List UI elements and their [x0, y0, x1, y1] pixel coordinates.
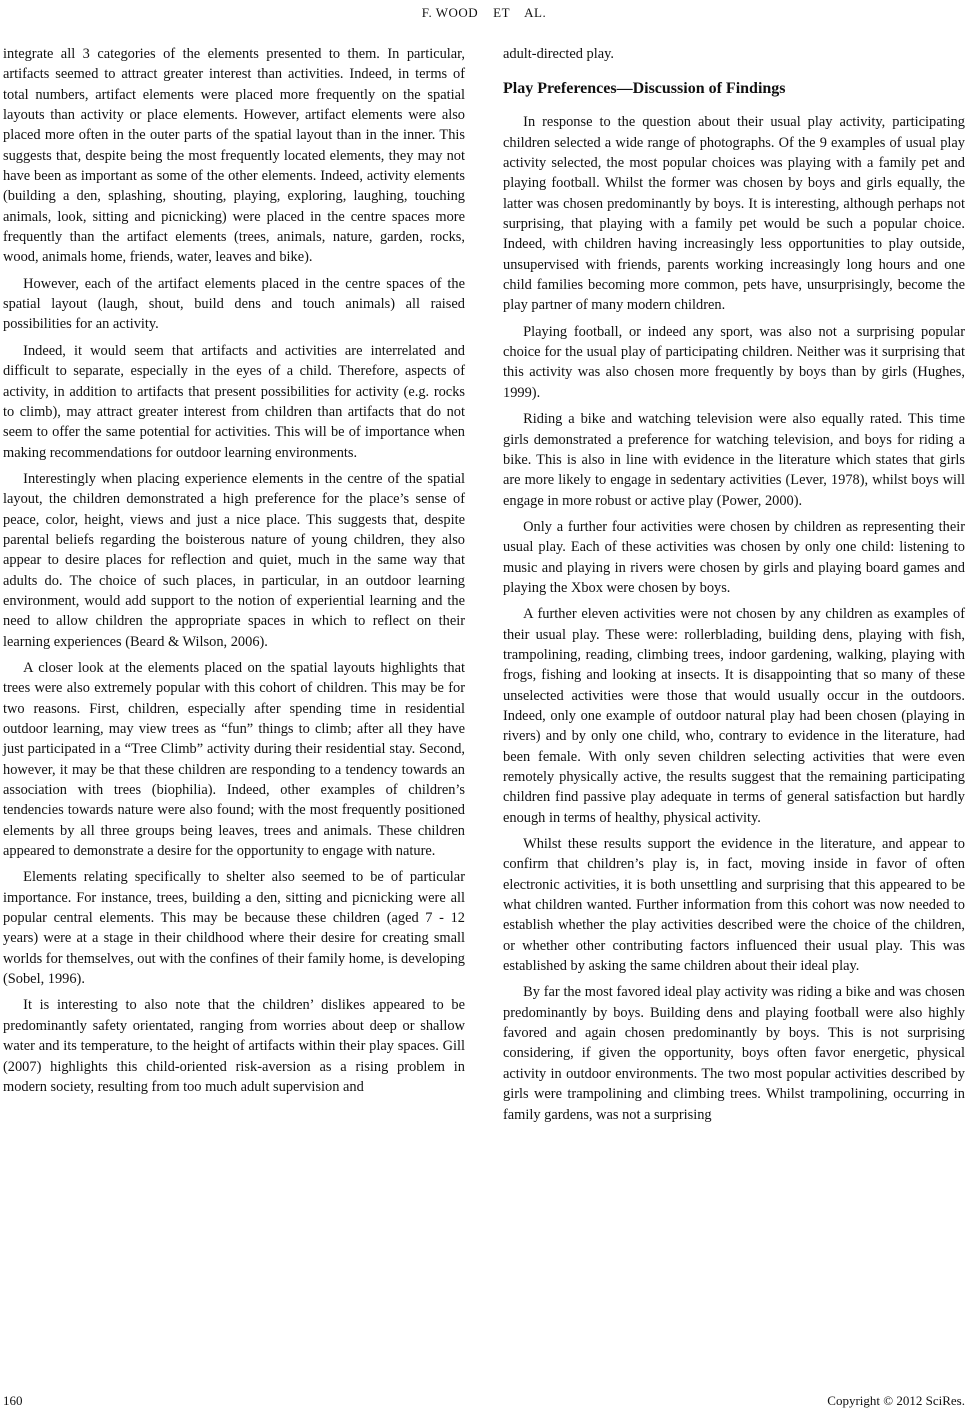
paragraph: However, each of the artifact elements placed in the centre spaces of the spatial layout (laugh, shout, build dens and touch animals) all raised possibilities for an activity. — [3, 275, 465, 333]
paragraph: Elements relating specifically to shelter also seemed to be of particular importance. For instance, trees, building a den, sitting and picnicking were all popular central elements. This may be because these children (aged 7 - 12 years) were at a stage in their childhood where their desire for creating small worlds for themselves, out with the confines of their family home, is developing (Sobel, 1996). — [3, 869, 466, 988]
page-number: 160 — [3, 1393, 23, 1408]
paragraph: Riding a bike and watching television were also equally rated. This time girls demonstrated a preference for watching television, and boys for riding a bike. This is also in line with evidence in the literature which states that girls are more likely to engage in sedentary activities (Lever, 1978), whilst boys will engage in more robust or active play (Power, 2000). — [503, 411, 965, 509]
paragraph: Interestingly when placing experience elements in the centre of the spatial layout, the children demonstrated a high preference for the place’s sense of peace, color, height, views and just a nice place. This suggests that, despite parental beliefs regarding the boisterous nature of young children, they also appear to desire places for reflection and quiet, much in the same way that adults do. The choice of such places, in particular, in an outdoor learning environment, would add support to the notion of experiential learning and the need to allow children the appropriate spaces in which to reflect on their learning experiences (Beard & Wilson, 2006). — [3, 470, 465, 650]
copyright-notice: Copyright © 2012 SciRes. — [827, 1393, 965, 1408]
paragraph: Only a further four activities were chosen by children as representing their usual play. Each of these activities was chosen by only one child: listening to music and playing in rivers were chosen by girls and playing board games and playing the Xbox were chosen by boys. — [503, 518, 965, 596]
running-head: F. WOOD ET AL. — [421, 5, 547, 20]
left-column — [3, 44, 465, 1103]
paragraph: Indeed, it would seem that artifacts and activities are interrelated and difficult to separate, especially in the eyes of a child. Therefore, aspects of activity, in addition to artifacts that present possibilities for activity (e.g. rocks to climb), may attract greater interest from children than artifacts that do not seem to offer the same potential for activities. This will be of importance when making recommendations for outdoor learning environments. — [3, 342, 465, 461]
paragraph-continuation: adult-directed play. — [503, 46, 614, 62]
paragraph: integrate all 3 categories of the elements presented to them. In particular, artifacts seemed to attract greater interest than activities. Indeed, in terms of total numbers, artifact elements were placed more frequently on the spatial layouts than activity or place elements. However, artifact elements were also placed more often in the outer parts of the spatial layout than in the inner. This suggests that, despite being the most frequently located elements, they may not have been as important as some of the other elements. Indeed, activity elements (building a den, splashing, shouting, playing, exploring, laughing, touching animals, look, sitting and picnicking) were placed in the centre spaces more frequently than the artifact elements (trees, animals, nature, garden, rocks, wood, animals home, friends, water, leaves and bike). — [3, 46, 465, 266]
paragraph: In response to the question about their usual play activity, participating children selected a wide range of photographs. Of the 9 examples of usual play activity selected, the most popular choices was playing with a family pet and playing football. Whilst the former was chosen by boys and girls equally, the latter was chosen predominantly by boys. It is interesting, although perhaps not surprising, that playing with a family pet would be such a popular choice. Indeed, with children having increasingly less opportunities to play outside, unsupervised with friends, parents working increasingly long hours and one child families becoming more common, pets have, unsurprisingly, become the play partner of many modern children. — [503, 114, 965, 314]
paragraph: It is interesting to also note that the children’ dislikes appeared to be predominantly safety orientated, ranging from worries about deep or shallow water and its temperature, to the height of artifacts within their play spaces. Gill (2007) highlights this child-oriented risk-aversion as a rising problem in modern society, resulting from too much adult supervision and — [3, 997, 465, 1095]
paragraph: A closer look at the elements placed on the spatial layouts highlights that trees were also extremely popular with this cohort of children. This may be for two reasons. First, children, especially after spending time in residential outdoor learning, may view trees as “fun” things to climb; after all they have just participated in a “Tree Climb” activity during their residential stay. Second, however, it may be that these children are responding to a tendency towards an association with trees (biophilia). Indeed, other examples of children’s tendencies towards nature were also found; with the most frequently positioned elements by all three groups being leaves, trees and animals. These children appeared to demonstrate a desire for the opportunity to engage with nature. — [3, 659, 465, 860]
section-heading: Play Preferences—Discussion of Findings — [503, 80, 786, 98]
paragraph: A further eleven activities were not chosen by any children as examples of their usual play. These were: rollerblading, building dens, playing with fish, trampolining, reading, climbing trees, indoor gardening, walking, playing with frogs, fishing and looking at insects. It is disappointing that so many of these unselected activities were those that would usually occur in the outdoors. Indeed, only one example of outdoor natural play had been chosen (playing in rivers) and by only one child, who, contrary to evidence in the literature, had been female. With only seven children selecting activities that were even remotely physically active, the results suggest that the remaining participating children find passive play adequate in terms of general satisfaction but hardly enough in terms of healthy, physical activity. — [503, 606, 965, 826]
paragraph: Whilst these results support the evidence in the literature, and appear to confirm that children’s play is, in fact, moving inside in favor of often electronic activities, it is both unsettling and surprising that this appeared to be what children wanted. Further information from this cohort was now needed to establish whether the play activities described were the choice of the children, or whether other contributing factors influenced their usual play. This was established by asking the same children about their ideal play. — [503, 836, 965, 975]
paragraph: Playing football, or indeed any sport, was also not a surprising popular choice for the usual play of participating children. Neither was it surprising that this activity was also chosen more frequently by boys than by girls (Hughes, 1999). — [503, 323, 965, 401]
right-column — [503, 44, 965, 1131]
paragraph: By far the most favored ideal play activity was riding a bike and was chosen predominantly by boys. Building dens and playing football were also highly favored and again chosen predominantly by boys. This is not surprising considering, if given the opportunity, boys often favor energetic, physical activity in outdoor environments. The two most popular activities described by girls were trampolining and climbing trees. Whilst trampolining, occurring in family gardens, was not a surprising — [503, 984, 965, 1123]
